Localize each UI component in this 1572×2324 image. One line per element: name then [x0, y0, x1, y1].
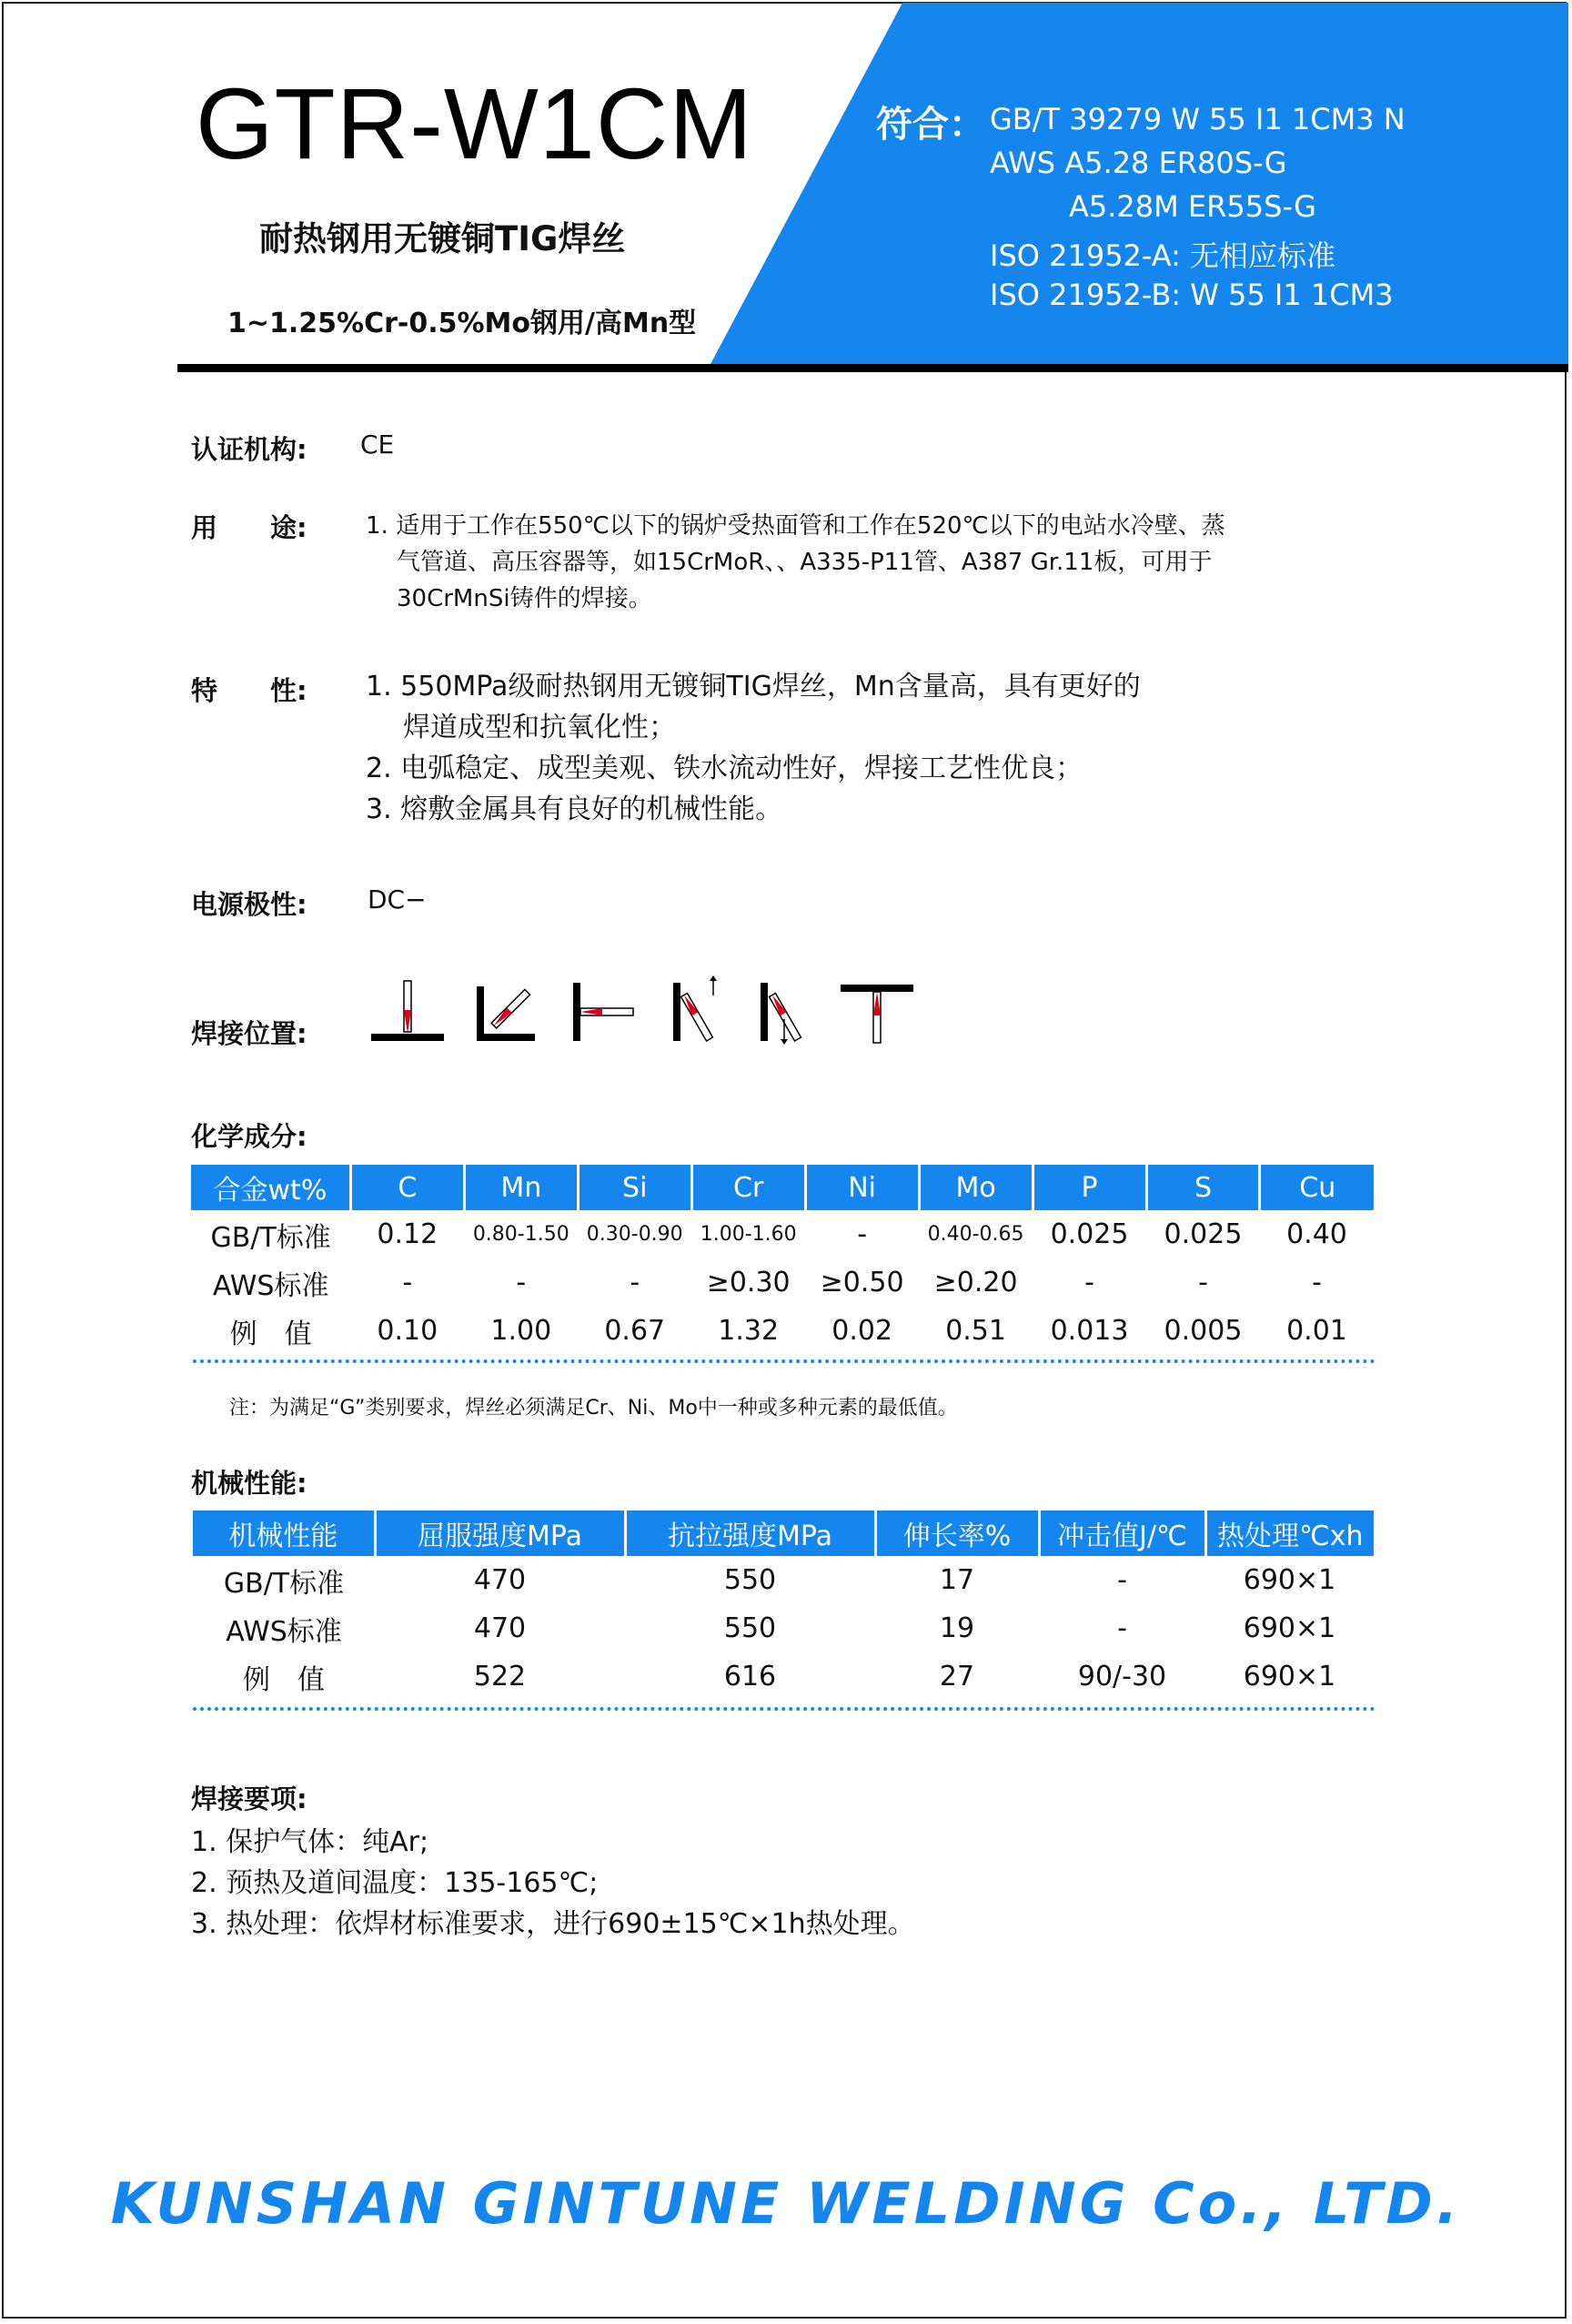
usage-line-3: 30CrMnSi铸件的焊接。 — [397, 585, 652, 612]
table-cell: 0.40-0.65 — [927, 1223, 1024, 1246]
chemical-header-cell: Ni — [805, 1165, 919, 1210]
standard-aws-m: A5.28M ER55S-G — [1069, 189, 1316, 224]
table-cell: 0.02 — [831, 1315, 893, 1347]
mechanical-header-cell: 机械性能 — [193, 1511, 375, 1556]
vertical-up-position-icon — [673, 975, 717, 1041]
chemical-header-cell: Cr — [691, 1165, 805, 1210]
chemical-header-cell: Si — [578, 1165, 691, 1210]
table-cell: AWS标准 — [212, 1269, 329, 1302]
table-cell: 1.00 — [490, 1315, 552, 1347]
table-cell: - — [516, 1267, 527, 1298]
mechanical-header-cell: 抗拉强度MPa — [625, 1511, 875, 1556]
table-cell: 0.30-0.90 — [586, 1223, 683, 1246]
table-cell: 0.80-1.50 — [472, 1223, 569, 1246]
header-rule — [177, 364, 1568, 372]
polarity-value: DC− — [368, 884, 427, 914]
table-cell: 例 值 — [243, 1663, 325, 1696]
certification-value: CE — [360, 429, 395, 460]
table-cell: - — [630, 1267, 640, 1298]
chemical-header-cell: S — [1146, 1165, 1260, 1210]
welding-note-3: 3. 热处理：依焊材标准要求，进行690±15℃×1h热处理。 — [191, 1908, 915, 1940]
table-cell: 例 值 — [229, 1318, 312, 1350]
horizontal-position-icon — [573, 983, 633, 1041]
table-cell: 0.005 — [1164, 1315, 1243, 1347]
mechanical-header-cell: 冲击值J/℃ — [1039, 1511, 1205, 1556]
table-row — [193, 1604, 1374, 1652]
welding-position-icons — [364, 974, 928, 1046]
usage-line-2: 气管道、高压容器等，如15CrMoR、、A335-P11管、A387 Gr.11板，可用于 — [397, 549, 1213, 576]
table-row — [191, 1307, 1374, 1355]
table-cell: 0.025 — [1164, 1218, 1243, 1250]
mechanical-header-cell: 热处理℃xh — [1205, 1511, 1374, 1556]
table-cell: 0.013 — [1050, 1315, 1129, 1347]
chemical-table — [191, 1165, 1374, 1355]
horizontal-fillet-position-icon — [477, 986, 535, 1041]
table-cell: 17 — [939, 1564, 975, 1596]
table-cell: - — [857, 1218, 868, 1250]
table-cell: ≥0.30 — [706, 1267, 791, 1298]
mechanical-header-cell: 屈服强度MPa — [375, 1511, 625, 1556]
features-label: 特 性: — [191, 675, 307, 706]
mechanical-header-cell: 伸长率% — [875, 1511, 1039, 1556]
table-cell: - — [1117, 1564, 1127, 1596]
table-cell: 0.10 — [377, 1315, 438, 1347]
table-cell: 690×1 — [1243, 1661, 1336, 1692]
certification-label: 认证机构: — [191, 434, 307, 465]
table-cell: 690×1 — [1243, 1612, 1336, 1644]
table-cell: 550 — [723, 1612, 777, 1644]
table-cell: 0.12 — [377, 1218, 438, 1250]
chemical-title: 化学成分: — [191, 1121, 307, 1152]
table-cell: 690×1 — [1243, 1564, 1336, 1596]
table-cell: - — [1084, 1267, 1094, 1298]
table-row — [193, 1556, 1374, 1604]
chemical-note: 注：为满足“G”类别要求，焊丝必须满足Cr、Ni、Mo中一种或多种元素的最低值。 — [229, 1397, 958, 1420]
company-name: KUNSHAN GINTUNE WELDING Co., LTD. — [110, 2170, 1462, 2237]
welding-note-1: 1. 保护气体：纯Ar; — [191, 1826, 429, 1858]
table-cell: 1.32 — [718, 1315, 780, 1347]
chemical-header-row — [191, 1165, 1374, 1210]
table-cell: 0.01 — [1286, 1315, 1347, 1347]
table-cell: 616 — [723, 1661, 777, 1692]
chemical-header-cell: Mo — [919, 1165, 1033, 1210]
mechanical-table-divider — [193, 1707, 1376, 1711]
table-cell: 0.40 — [1286, 1218, 1347, 1250]
chemical-header-cell: 合金wt% — [191, 1165, 350, 1210]
table-cell: 0.67 — [604, 1315, 666, 1347]
table-cell: - — [1312, 1267, 1322, 1298]
table-cell: AWS标准 — [226, 1615, 342, 1648]
table-cell: 1.00-1.60 — [700, 1223, 797, 1246]
table-cell: - — [1198, 1267, 1208, 1298]
chemical-header-cell: Cu — [1260, 1165, 1374, 1210]
standard-iso-b: ISO 21952-B: W 55 I1 1CM3 — [990, 278, 1394, 312]
table-row — [193, 1652, 1374, 1701]
standards-label: 符合： — [876, 104, 985, 146]
features-line-4: 3. 熔敷金属具有良好的机械性能。 — [366, 793, 783, 825]
table-cell: 27 — [939, 1661, 975, 1692]
usage-label: 用 途: — [191, 512, 307, 543]
flat-position-icon — [371, 981, 444, 1041]
usage-line-1: 1. 适用于工作在550℃以下的锅炉受热面管和工作在520℃以下的电站水冷壁、蒸 — [366, 512, 1225, 540]
table-row — [191, 1258, 1374, 1307]
table-cell: - — [402, 1267, 413, 1298]
table-cell: GB/T标准 — [210, 1221, 331, 1254]
standard-iso-a: ISO 21952-A: 无相应标准 — [990, 238, 1336, 273]
standard-aws: AWS A5.28 ER80S-G — [990, 146, 1287, 180]
table-cell: 90/-30 — [1077, 1661, 1167, 1692]
table-cell: ≥0.20 — [933, 1267, 1018, 1298]
table-cell: 0.51 — [945, 1315, 1006, 1347]
chemical-header-cell: C — [350, 1165, 464, 1210]
welding-position-label: 焊接位置: — [191, 1018, 307, 1049]
product-model: GTR-W1CM — [196, 68, 753, 180]
table-cell: 470 — [473, 1564, 527, 1596]
overhead-position-icon — [841, 985, 913, 1043]
features-line-3: 2. 电弧稳定、成型美观、铁水流动性好，焊接工艺性优良； — [366, 753, 1083, 784]
polarity-label: 电源极性: — [191, 889, 307, 920]
product-subtitle-secondary: 1~1.25%Cr-0.5%Mo钢用/高Mn型 — [227, 308, 697, 339]
table-row — [191, 1210, 1374, 1258]
vertical-down-position-icon — [761, 983, 801, 1045]
standard-gbt: GB/T 39279 W 55 I1 1CM3 N — [990, 102, 1406, 136]
table-cell: ≥0.50 — [820, 1267, 904, 1298]
table-cell: GB/T标准 — [223, 1567, 345, 1600]
welding-notes-title: 焊接要项: — [191, 1783, 307, 1814]
table-cell: 470 — [473, 1612, 527, 1644]
welding-note-2: 2. 预热及道间温度：135-165℃; — [191, 1867, 599, 1899]
product-subtitle: 耐热钢用无镀铜TIG焊丝 — [259, 219, 626, 258]
chemical-header-cell: P — [1033, 1165, 1146, 1210]
table-cell: 0.025 — [1050, 1218, 1129, 1250]
features-line-2: 焊道成型和抗氧化性； — [403, 712, 676, 743]
table-cell: 19 — [939, 1612, 975, 1644]
table-cell: 550 — [723, 1564, 777, 1596]
features-line-1: 1. 550MPa级耐热钢用无镀铜TIG焊丝，Mn含量高，具有更好的 — [366, 671, 1141, 702]
mechanical-title: 机械性能: — [191, 1468, 307, 1499]
mechanical-header-row — [193, 1511, 1374, 1556]
table-cell: 522 — [473, 1661, 527, 1692]
chemical-table-divider — [193, 1359, 1376, 1363]
chemical-header-cell: Mn — [464, 1165, 578, 1210]
mechanical-table — [193, 1511, 1374, 1701]
table-cell: - — [1117, 1612, 1127, 1644]
